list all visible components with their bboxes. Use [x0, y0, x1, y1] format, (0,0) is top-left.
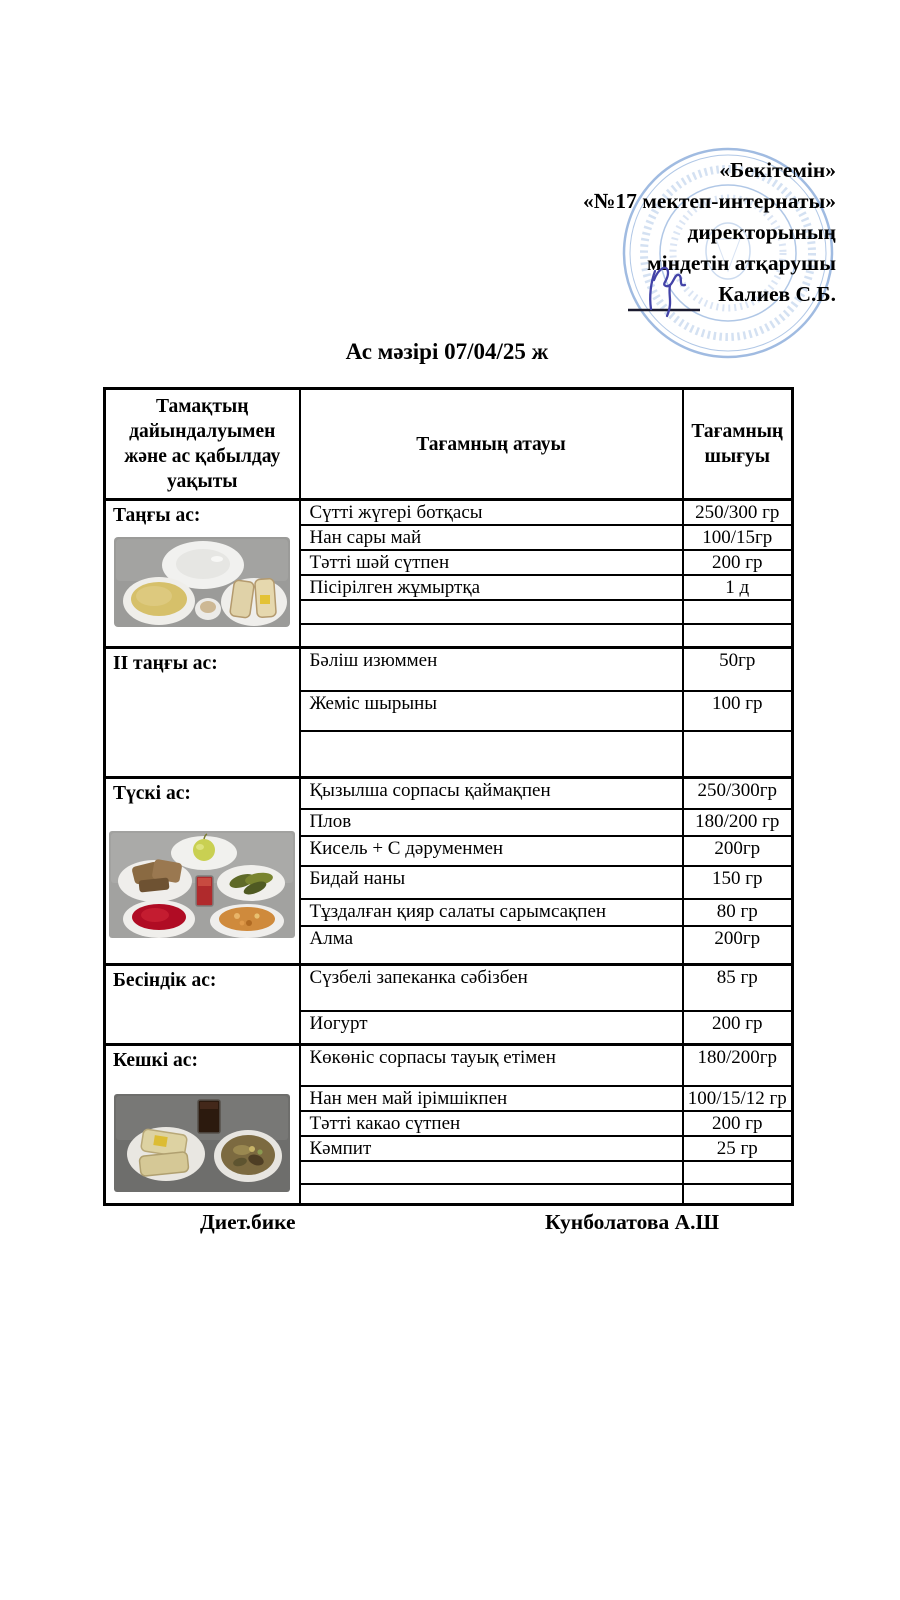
dish-portion: 50гр — [683, 647, 793, 691]
dish-name: Алма — [300, 926, 683, 964]
dish-name: Плов — [300, 809, 683, 836]
dish-name: Тәтті шәй сүтпен — [300, 550, 683, 575]
dish-name — [300, 731, 683, 777]
breakfast-tray-photo — [114, 537, 290, 627]
dish-name: Бәліш изюммен — [300, 647, 683, 691]
dish-portion: 200 гр — [683, 550, 793, 575]
meal-label-dinner: Кешкі ас: — [113, 1049, 198, 1071]
menu-table — [103, 387, 794, 1206]
meal-cell-dinner — [105, 1044, 300, 1204]
dish-name: Кәмпит — [300, 1136, 683, 1161]
dish-name: Нан мен май ірімшікпен — [300, 1086, 683, 1111]
dish-name: Бидай наны — [300, 866, 683, 899]
dish-name: Сүзбелі запеканка сәбізбен — [300, 964, 683, 1011]
dish-portion: 250/300гр — [683, 777, 793, 809]
meal-label-lunch: Түскі ас: — [113, 782, 191, 804]
dietitian-name: Кунболатова А.Ш — [545, 1210, 720, 1234]
menu-title: Ас мәзірі 07/04/25 ж — [345, 339, 549, 364]
dish-portion — [683, 624, 793, 647]
dish-name: Қызылша сорпасы қаймақпен — [300, 777, 683, 809]
dish-name — [300, 600, 683, 624]
dish-portion: 200гр — [683, 926, 793, 964]
meal-cell-lunch — [105, 777, 300, 964]
dish-portion: 250/300 гр — [683, 500, 793, 526]
dish-portion — [683, 1184, 793, 1204]
dish-portion: 85 гр — [683, 964, 793, 1011]
approval-line-4: міндетін атқарушы — [647, 251, 836, 275]
dish-name: Жеміс шырыны — [300, 691, 683, 731]
meal-label-snack: Бесіндік ас: — [113, 969, 217, 991]
dish-portion — [683, 731, 793, 777]
meal-cell-breakfast — [105, 500, 300, 648]
dish-name: Сүтті жүгері ботқасы — [300, 500, 683, 526]
dinner-tray-photo — [114, 1094, 290, 1192]
dish-name: Иогурт — [300, 1011, 683, 1044]
approval-line-1: «Бекітемін» — [719, 158, 836, 182]
dish-portion: 1 д — [683, 575, 793, 600]
dish-name — [300, 1161, 683, 1184]
dish-name: Тәтті какао сүтпен — [300, 1111, 683, 1136]
dish-portion: 100/15/12 гр — [683, 1086, 793, 1111]
meal-cell-second-breakfast — [105, 647, 300, 777]
col-header-dish: Тағамның атауы — [300, 389, 683, 500]
dish-name: Пісірілген жұмыртқа — [300, 575, 683, 600]
dish-portion: 80 гр — [683, 899, 793, 926]
dietitian-label: Диет.бике — [200, 1210, 296, 1234]
dish-portion: 150 гр — [683, 866, 793, 899]
meal-cell-snack — [105, 964, 300, 1044]
dish-portion: 200 гр — [683, 1011, 793, 1044]
director-signature — [626, 262, 711, 320]
dish-name — [300, 624, 683, 647]
approver-name: Калиев С.Б. — [718, 282, 836, 306]
dish-name: Көкөніс сорпасы тауық етімен — [300, 1044, 683, 1086]
dish-portion — [683, 1161, 793, 1184]
dish-portion: 180/200гр — [683, 1044, 793, 1086]
meal-label-second-breakfast: II таңғы ас: — [113, 652, 218, 674]
dish-name: Нан сары май — [300, 525, 683, 550]
dish-name — [300, 1184, 683, 1204]
approval-line-3: директорының — [687, 220, 836, 244]
dish-portion: 100 гр — [683, 691, 793, 731]
dish-portion — [683, 600, 793, 624]
dish-portion: 200 гр — [683, 1111, 793, 1136]
meal-label-breakfast: Таңғы ас: — [113, 505, 201, 526]
dish-portion: 100/15гр — [683, 525, 793, 550]
dish-name: Кисель + С дәруменмен — [300, 836, 683, 866]
dish-portion: 200гр — [683, 836, 793, 866]
dish-name: Тұздалған қияр салаты сарымсақпен — [300, 899, 683, 926]
dish-portion: 180/200 гр — [683, 809, 793, 836]
col-header-portion: Тағамның шығуы — [683, 389, 793, 500]
approval-line-2: «№17 мектеп-интернаты» — [583, 189, 836, 213]
col-header-time: Тамақтың дайындалуымен және ас қабылдау уақыты — [105, 389, 300, 500]
lunch-tray-photo — [109, 831, 295, 938]
dish-portion: 25 гр — [683, 1136, 793, 1161]
